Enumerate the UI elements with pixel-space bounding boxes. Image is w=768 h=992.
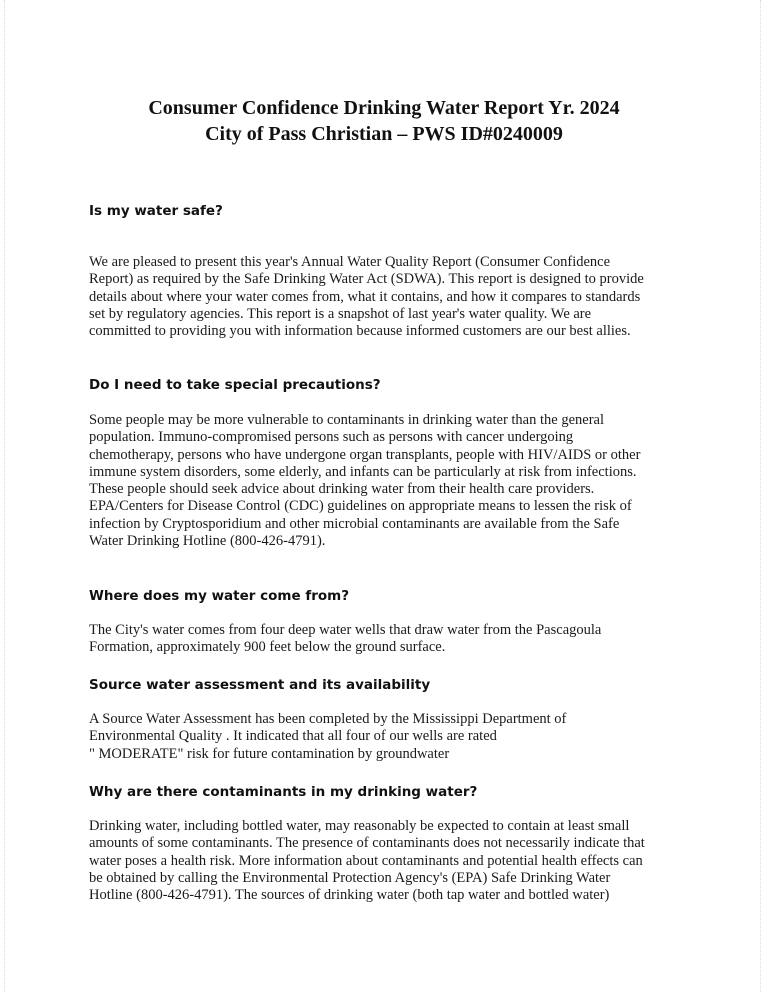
heading-contaminants: Why are there contaminants in my drinking water? bbox=[89, 784, 478, 800]
text-line: EPA/Centers for Disease Control (CDC) guidelines on appropriate means to lessen the risk of bbox=[89, 498, 632, 515]
text-line: details about where your water comes from, what it contains, and how it compares to standards bbox=[89, 288, 641, 305]
text-line: These people should seek advice about drinking water from their health care providers. bbox=[89, 481, 595, 498]
text-line: chemotherapy, persons who have undergone organ transplants, people with HIV/AIDS or other bbox=[89, 446, 641, 463]
text-line: " MODERATE" risk for future contamination by groundwater bbox=[89, 745, 450, 762]
scan-edge-left bbox=[4, 0, 6, 992]
text-line: be obtained by calling the Environmental Protection Agency's (EPA) Safe Drinking Water bbox=[89, 869, 611, 886]
text-line: Water Drinking Hotline (800-426-4791). bbox=[89, 533, 326, 550]
paragraph-is-my-water-safe bbox=[89, 254, 689, 340]
text-line: set by regulatory agencies. This report is a snapshot of last year's water quality. We are bbox=[89, 305, 592, 322]
text-line: infection by Cryptosporidium and other microbial contaminants are available from the Safe bbox=[89, 515, 620, 532]
paragraph-special-precautions bbox=[89, 412, 689, 550]
text-line: population. Immuno-compromised persons such as persons with cancer undergoing bbox=[89, 429, 574, 446]
text-line: water poses a health risk. More information about contaminants and potential health effects can bbox=[89, 852, 643, 869]
text-line: A Source Water Assessment has been completed by the Mississippi Department of bbox=[89, 711, 567, 727]
heading-source-water-assessment: Source water assessment and its availability bbox=[89, 677, 431, 693]
heading-special-precautions: Do I need to take special precautions? bbox=[89, 377, 381, 393]
paragraph-source-water-assessment bbox=[89, 711, 689, 763]
text-line: Drinking water, including bottled water, may reasonably be expected to contain at least small bbox=[89, 818, 630, 834]
scan-edge-right bbox=[760, 0, 762, 992]
text-line: We are pleased to present this year's Annual Water Quality Report (Consumer Confidence bbox=[89, 254, 611, 270]
heading-water-source: Where does my water come from? bbox=[89, 588, 350, 604]
text-line: Environmental Quality . It indicated that all four of our wells are rated bbox=[89, 728, 497, 745]
text-line: immune system disorders, some elderly, and infants can be particularly at risk from infections. bbox=[89, 463, 637, 480]
text-line: amounts of some contaminants. The presence of contaminants does not necessarily indicate that bbox=[89, 835, 645, 852]
text-line: Report) as required by the Safe Drinking Water Act (SDWA). This report is designed to provide bbox=[89, 271, 644, 288]
report-subtitle: City of Pass Christian – PWS ID#0240009 bbox=[205, 123, 563, 145]
text-line: Some people may be more vulnerable to contaminants in drinking water than the general bbox=[89, 412, 604, 428]
text-line: The City's water comes from four deep water wells that draw water from the Pascagoula bbox=[89, 622, 602, 638]
heading-is-my-water-safe: Is my water safe? bbox=[89, 203, 223, 219]
paragraph-water-source bbox=[89, 622, 689, 657]
report-title: Consumer Confidence Drinking Water Report Yr. 2024 bbox=[148, 97, 620, 119]
paragraph-contaminants bbox=[89, 818, 689, 904]
text-line: Hotline (800-426-4791). The sources of drinking water (both tap water and bottled water) bbox=[89, 887, 610, 904]
text-line: Formation, approximately 900 feet below the ground surface. bbox=[89, 639, 446, 656]
text-line: committed to providing you with information because informed customers are our best allies. bbox=[89, 323, 631, 340]
